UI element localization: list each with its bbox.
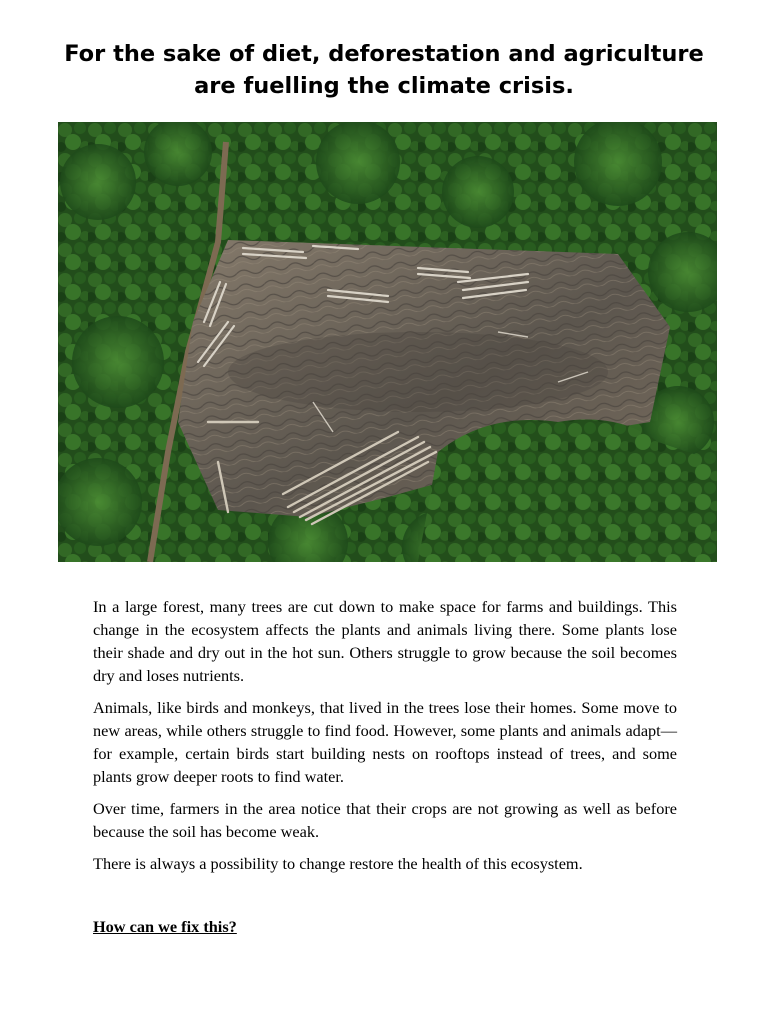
paragraph: There is always a possibility to change restore the health of this ecosystem. — [93, 854, 583, 873]
paragraph: Animals, like birds and monkeys, that lived in the trees lose their homes. Some move to new areas, while others struggle to find food. However, some plants and animals adapt—for example, certain birds start building nests on rooftops instead of trees, and some plants grow deeper roots to find water. — [93, 698, 677, 786]
paragraph: Over time, farmers in the area notice that their crops are not growing as well as before because the soil has become weak. — [93, 799, 677, 841]
question-heading: How can we fix this? — [93, 917, 237, 936]
article-body — [93, 595, 677, 884]
deforestation-photo — [58, 122, 717, 562]
deforestation-aerial-illustration — [58, 122, 717, 562]
page-title: For the sake of diet, deforestation and agriculture are fuelling the climate crisis. — [64, 41, 704, 99]
paragraph: In a large forest, many trees are cut down to make space for farms and buildings. This change in the ecosystem affects the plants and animals living there. Some plants lose their shade and dry out in the hot sun. Others struggle to grow because the soil becomes dry and loses nutrients. — [93, 597, 677, 685]
